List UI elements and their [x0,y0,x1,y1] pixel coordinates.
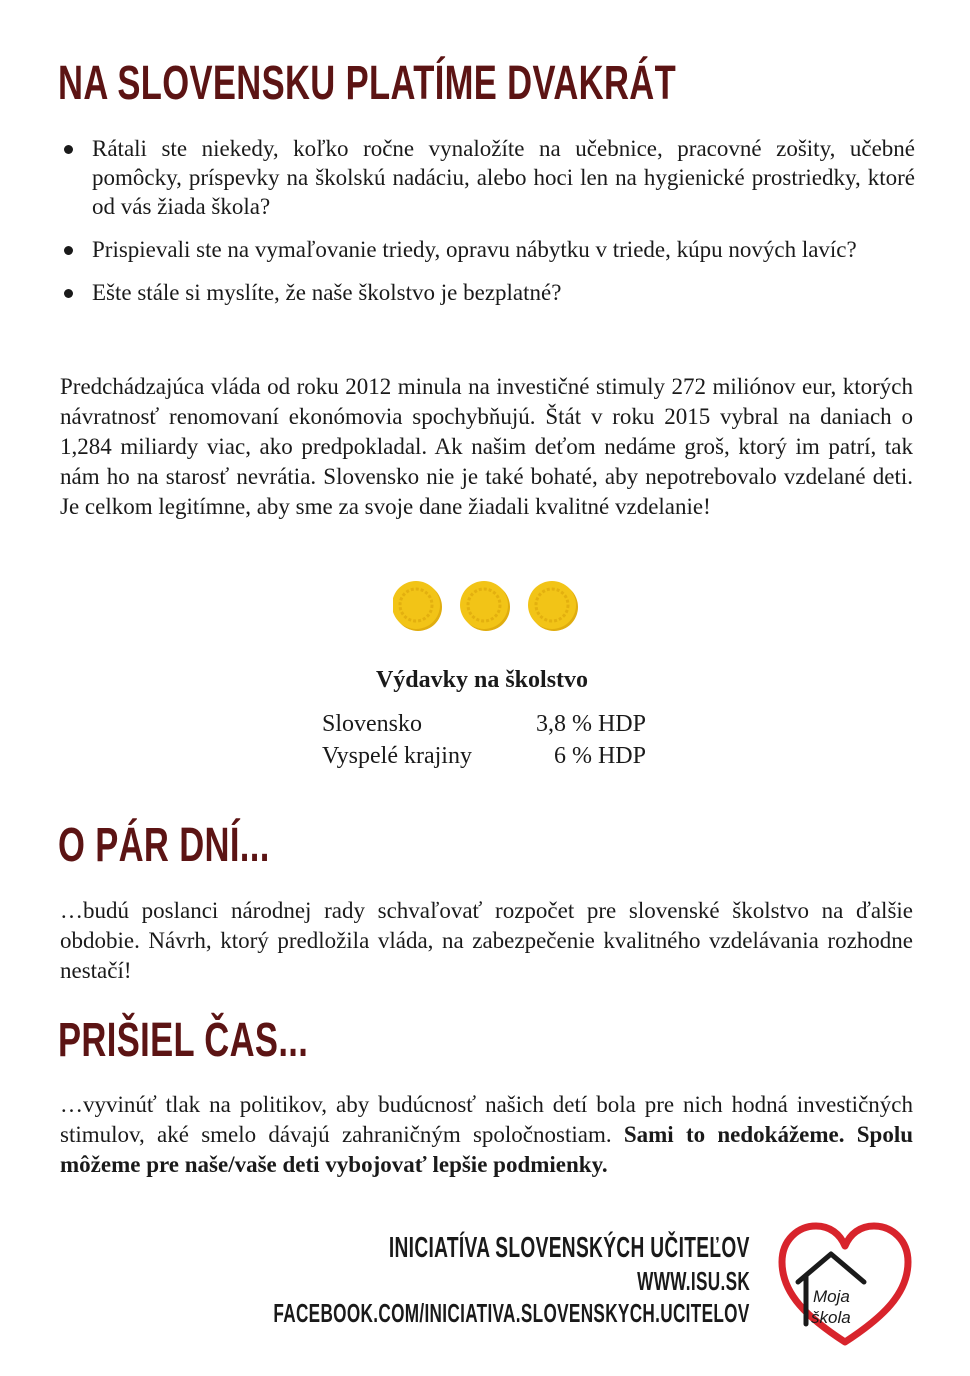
list-item: Ešte stále si myslíte, že naše školstvo je bezplatné? [60,278,915,307]
bullet-icon [64,145,73,154]
emphasis-text: Sami to nedokážeme. Spolu môžeme pre naše/vaše deti vybojovať lepšie podmienky. [60,1122,913,1177]
coin-icon [460,581,510,631]
paragraph-budget: …budú poslanci národnej rady schvaľovať rozpočet pre slovenské školstvo na ďalšie obdobie. Návrh, ktorý predložila vláda, na zabezpečenie kvalitného vzdelávania rozhodne nestačí! [60,898,913,983]
moja-skola-logo [778,1220,912,1350]
country-name: Slovensko [322,711,423,737]
heading-platime-dvakrat: NA SLOVENSKU PLATÍME DVAKRÁT [58,57,677,110]
organization-name: INICIATÍVA SLOVENSKÝCH UČITEĽOV [389,1232,750,1264]
paragraph-investments: Predchádzajúca vláda od roku 2012 minula na investičné stimuly 272 miliónov eur, ktorých návratnosť renomovaní ekonómovia spochybňujú. Štát v roku 2015 vybral na daniach o 1,284 miliardy viac, ako predpokladal. Ak našim deťom nedáme groš, ktorý im patrí, tak nám ho na starosť nevrátia. Slovensko nie je také bohaté, aby nepotrebovalo vzdelané deti. Je celkom legitímne, aby sme za svoje dane žiadali kvalitné vzdelanie! [60,374,913,519]
logo-text-moja: Moja [813,1287,850,1306]
heading-o-par-dni: O PÁR DNÍ... [58,819,270,872]
bullet-icon [64,289,73,298]
spending-value: 3,8 % HDP [535,711,646,737]
table-row [322,740,662,772]
website-link[interactable]: WWW.ISU.SK [637,1266,750,1296]
facebook-link[interactable]: FACEBOOK.COM/INICIATIVA.SLOVENSKYCH.UCITELOV [273,1298,750,1328]
spending-table [322,664,662,772]
coins-illustration [393,580,583,634]
country-name: Vyspelé krajiny [322,743,472,769]
list-item: Prispievali ste na vymaľovanie triedy, opravu nábytku v triede, kúpu nových lavíc? [60,235,915,264]
spending-title: Výdavky na školstvo [375,667,589,693]
coin-icon [393,581,442,631]
list-item: Rátali ste niekedy, koľko ročne vynaložíte na učebnice, pracovné zošity, učebné pomôcky, príspevky na školskú nadáciu, alebo hoci len na hygienické prostriedky, ktoré od vás žiada škola? [60,134,915,221]
question-list [60,134,915,321]
paragraph-call-to-action: …vyvinúť tlak na politikov, aby budúcnosť našich detí bola pre nich hodná investičných stimulov, aké smelo dávajú zahraničným spoločnostiam. Sami to nedokážeme. Spolu môžeme pre naše/vaše deti vybojovať lepšie podmienky. [60,1092,913,1177]
bullet-icon [64,246,73,255]
coin-icon [528,581,578,631]
logo-text-skola: škola [811,1308,851,1327]
table-row [322,708,662,740]
spending-value: 6 % HDP [553,743,646,769]
heading-prisiel-cas: PRIŠIEL ČAS... [58,1014,309,1067]
